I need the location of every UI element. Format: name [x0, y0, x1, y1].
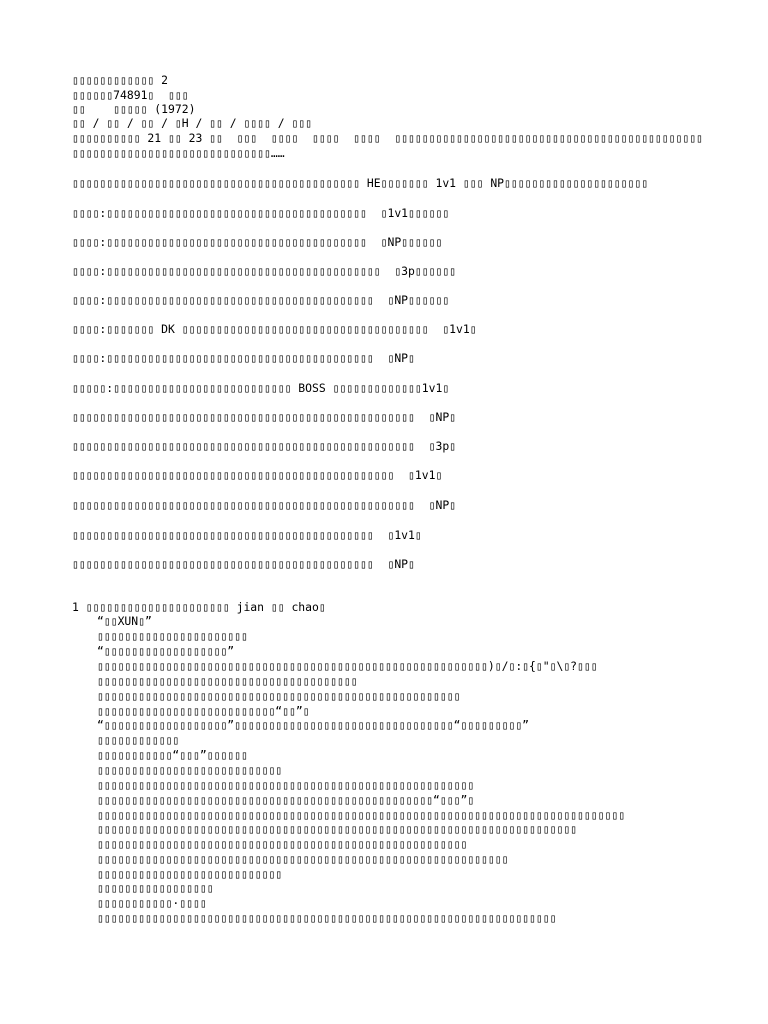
summary-line-2: ▯▯▯▯▯▯▯▯▯▯▯▯▯▯▯▯▯▯▯▯▯▯▯▯▯▯▯▯▯…… — [72, 146, 285, 160]
body-line: ▯▯▯▯▯▯▯▯▯▯▯▯▯▯▯▯▯▯▯▯▯▯▯▯▯▯▯▯▯▯▯▯▯▯▯▯▯▯▯▯▯▯▯▯▯▯▯▯▯▯▯▯▯▯▯▯▯)▯/▯:▯{▯"▯\▯?▯▯▯ — [97, 659, 598, 673]
list-item: ▯▯▯▯:▯▯▯▯▯▯▯▯▯▯▯▯▯▯▯▯▯▯▯▯▯▯▯▯▯▯▯▯▯▯▯▯▯▯▯▯▯▯▯ ▯NP▯ — [72, 351, 415, 365]
summary-line-1: ▯▯▯▯▯▯▯▯▯▯ 21 ▯▯ 23 ▯▯ ▯▯▯ ▯▯▯▯ ▯▯▯▯ ▯▯▯▯ ▯▯▯▯▯▯▯▯▯▯▯▯▯▯▯▯▯▯▯▯▯▯▯▯▯▯▯▯▯▯▯▯▯▯▯▯▯▯▯▯▯▯▯▯▯ — [72, 131, 703, 145]
book-id: ▯▯▯▯▯▯74891▯ ▯▯▯ — [72, 88, 189, 102]
body-line: ▯▯▯▯▯▯▯▯▯▯▯▯▯▯▯▯▯▯▯▯▯▯▯▯▯▯“▯▯”▯ — [97, 704, 310, 718]
body-line: ▯▯▯▯▯▯▯▯▯▯▯▯▯▯▯▯▯▯▯▯▯▯▯▯▯▯▯▯▯▯▯▯▯▯▯▯▯▯▯▯▯▯▯▯▯▯▯▯▯▯▯▯▯▯▯▯▯▯▯▯▯▯▯▯▯▯▯▯▯▯ — [97, 822, 578, 836]
list-item: ▯▯▯▯:▯▯▯▯▯▯▯▯▯▯▯▯▯▯▯▯▯▯▯▯▯▯▯▯▯▯▯▯▯▯▯▯▯▯▯▯▯▯▯▯ ▯3p▯▯▯▯▯▯ — [72, 264, 457, 278]
list-item: ▯▯▯▯▯▯▯▯▯▯▯▯▯▯▯▯▯▯▯▯▯▯▯▯▯▯▯▯▯▯▯▯▯▯▯▯▯▯▯▯▯▯▯▯▯▯▯▯▯▯ ▯3p▯ — [72, 439, 457, 453]
list-item: ▯▯▯▯▯▯▯▯▯▯▯▯▯▯▯▯▯▯▯▯▯▯▯▯▯▯▯▯▯▯▯▯▯▯▯▯▯▯▯▯▯▯▯▯ ▯NP▯ — [72, 557, 415, 571]
body-line: ▯▯▯▯▯▯▯▯▯▯▯▯▯▯▯▯▯▯▯▯▯▯▯▯▯▯▯▯▯▯▯▯▯▯▯▯▯▯ — [97, 674, 358, 688]
body-line: ▯▯▯▯▯▯▯▯▯▯▯▯▯▯▯▯▯▯▯▯▯▯▯▯▯▯▯ — [97, 867, 283, 881]
list-item: ▯▯▯▯:▯▯▯▯▯▯▯▯▯▯▯▯▯▯▯▯▯▯▯▯▯▯▯▯▯▯▯▯▯▯▯▯▯▯▯▯▯▯ ▯NP▯▯▯▯▯▯ — [72, 235, 443, 249]
intro-paragraph: ▯▯▯▯▯▯▯▯▯▯▯▯▯▯▯▯▯▯▯▯▯▯▯▯▯▯▯▯▯▯▯▯▯▯▯▯▯▯▯▯▯▯ HE▯▯▯▯▯▯▯ 1v1 ▯▯▯ NP▯▯▯▯▯▯▯▯▯▯▯▯▯▯▯▯▯▯▯▯▯ — [72, 176, 649, 190]
body-line: ▯▯▯▯▯▯▯▯▯▯▯▯▯▯▯▯▯▯▯▯▯▯▯▯▯▯▯▯▯▯▯▯▯▯▯▯▯▯▯▯▯▯▯▯▯▯▯▯▯“▯▯▯”▯ — [97, 793, 475, 807]
body-line: ▯▯▯▯▯▯▯▯▯▯▯▯▯▯▯▯▯▯▯▯▯▯▯▯▯▯▯▯▯▯▯▯▯▯▯▯▯▯▯▯▯▯▯▯▯▯▯▯▯▯▯▯▯▯▯▯▯▯▯▯ — [97, 852, 509, 866]
chapter-title: 1 ▯▯▯▯▯▯▯▯▯▯▯▯▯▯▯▯▯▯▯▯▯ jian ▯▯ chao▯ — [72, 600, 326, 614]
body-line: ▯▯▯▯▯▯▯▯▯▯▯▯▯▯▯▯▯▯▯▯▯▯▯▯▯▯▯ — [97, 763, 283, 777]
list-item: ▯▯▯▯:▯▯▯▯▯▯▯ DK ▯▯▯▯▯▯▯▯▯▯▯▯▯▯▯▯▯▯▯▯▯▯▯▯▯▯▯▯▯▯▯▯▯▯▯▯ ▯1v1▯ — [72, 322, 477, 336]
body-line: ▯▯▯▯▯▯▯▯▯▯▯▯▯▯▯▯▯ — [97, 881, 214, 895]
body-line: ▯▯▯▯▯▯▯▯▯▯▯▯▯▯▯▯▯▯▯▯▯▯ — [97, 629, 248, 643]
body-line: ▯▯▯▯▯▯▯▯▯▯▯▯▯▯▯▯▯▯▯▯▯▯▯▯▯▯▯▯▯▯▯▯▯▯▯▯▯▯▯▯▯▯▯▯▯▯▯▯▯▯▯▯▯▯▯ — [97, 778, 475, 792]
list-item: ▯▯▯▯▯:▯▯▯▯▯▯▯▯▯▯▯▯▯▯▯▯▯▯▯▯▯▯▯▯▯▯ BOSS ▯▯▯▯▯▯▯▯▯▯▯▯▯1v1▯ — [72, 381, 450, 395]
body-line: ▯▯▯▯▯▯▯▯▯▯▯·▯▯▯▯ — [97, 896, 207, 910]
tag-line: ▯▯ / ▯▯ / ▯▯ / ▯H / ▯▯ / ▯▯▯▯ / ▯▯▯ — [72, 116, 313, 130]
list-item: ▯▯▯▯▯▯▯▯▯▯▯▯▯▯▯▯▯▯▯▯▯▯▯▯▯▯▯▯▯▯▯▯▯▯▯▯▯▯▯▯▯▯▯▯ ▯1v1▯ — [72, 528, 422, 542]
author-line: ▯▯ ▯▯▯▯▯ (1972) — [72, 102, 196, 116]
body-line: “▯▯▯▯▯▯▯▯▯▯▯▯▯▯▯▯▯▯”▯▯▯▯▯▯▯▯▯▯▯▯▯▯▯▯▯▯▯▯▯▯▯▯▯▯▯▯▯▯▯▯“▯▯▯▯▯▯▯▯▯” — [97, 718, 530, 732]
body-line: ▯▯▯▯▯▯▯▯▯▯▯▯▯▯▯▯▯▯▯▯▯▯▯▯▯▯▯▯▯▯▯▯▯▯▯▯▯▯▯▯▯▯▯▯▯▯▯▯▯▯▯▯▯▯▯▯▯▯▯▯▯▯▯▯▯▯▯ — [97, 911, 557, 925]
body-line: ▯▯▯▯▯▯▯▯▯▯▯“▯▯▯”▯▯▯▯▯▯ — [97, 748, 248, 762]
body-line: ▯▯▯▯▯▯▯▯▯▯▯▯ — [97, 733, 180, 747]
body-line: ▯▯▯▯▯▯▯▯▯▯▯▯▯▯▯▯▯▯▯▯▯▯▯▯▯▯▯▯▯▯▯▯▯▯▯▯▯▯▯▯▯▯▯▯▯▯▯▯▯▯▯▯▯▯▯▯▯▯▯▯▯▯▯▯▯▯▯▯▯▯▯▯▯▯▯▯▯ — [97, 808, 626, 822]
book-title: ▯▯▯▯▯▯▯▯▯▯▯▯ 2 — [72, 73, 169, 87]
body-line: “▯▯XUN▯” — [97, 614, 152, 628]
list-item: ▯▯▯▯▯▯▯▯▯▯▯▯▯▯▯▯▯▯▯▯▯▯▯▯▯▯▯▯▯▯▯▯▯▯▯▯▯▯▯▯▯▯▯▯▯▯▯▯▯▯ ▯NP▯ — [72, 498, 457, 512]
body-line: ▯▯▯▯▯▯▯▯▯▯▯▯▯▯▯▯▯▯▯▯▯▯▯▯▯▯▯▯▯▯▯▯▯▯▯▯▯▯▯▯▯▯▯▯▯▯▯▯▯▯▯▯▯▯ — [97, 837, 468, 851]
list-item: ▯▯▯▯:▯▯▯▯▯▯▯▯▯▯▯▯▯▯▯▯▯▯▯▯▯▯▯▯▯▯▯▯▯▯▯▯▯▯▯▯▯▯ ▯1v1▯▯▯▯▯▯ — [72, 206, 450, 220]
body-line: ▯▯▯▯▯▯▯▯▯▯▯▯▯▯▯▯▯▯▯▯▯▯▯▯▯▯▯▯▯▯▯▯▯▯▯▯▯▯▯▯▯▯▯▯▯▯▯▯▯▯▯▯▯ — [97, 689, 461, 703]
list-item: ▯▯▯▯▯▯▯▯▯▯▯▯▯▯▯▯▯▯▯▯▯▯▯▯▯▯▯▯▯▯▯▯▯▯▯▯▯▯▯▯▯▯▯▯▯▯▯▯▯▯ ▯NP▯ — [72, 410, 457, 424]
list-item: ▯▯▯▯:▯▯▯▯▯▯▯▯▯▯▯▯▯▯▯▯▯▯▯▯▯▯▯▯▯▯▯▯▯▯▯▯▯▯▯▯▯▯▯ ▯NP▯▯▯▯▯▯ — [72, 293, 450, 307]
list-item: ▯▯▯▯▯▯▯▯▯▯▯▯▯▯▯▯▯▯▯▯▯▯▯▯▯▯▯▯▯▯▯▯▯▯▯▯▯▯▯▯▯▯▯▯▯▯▯ ▯1v1▯ — [72, 468, 443, 482]
body-line: “▯▯▯▯▯▯▯▯▯▯▯▯▯▯▯▯▯▯” — [97, 644, 235, 658]
